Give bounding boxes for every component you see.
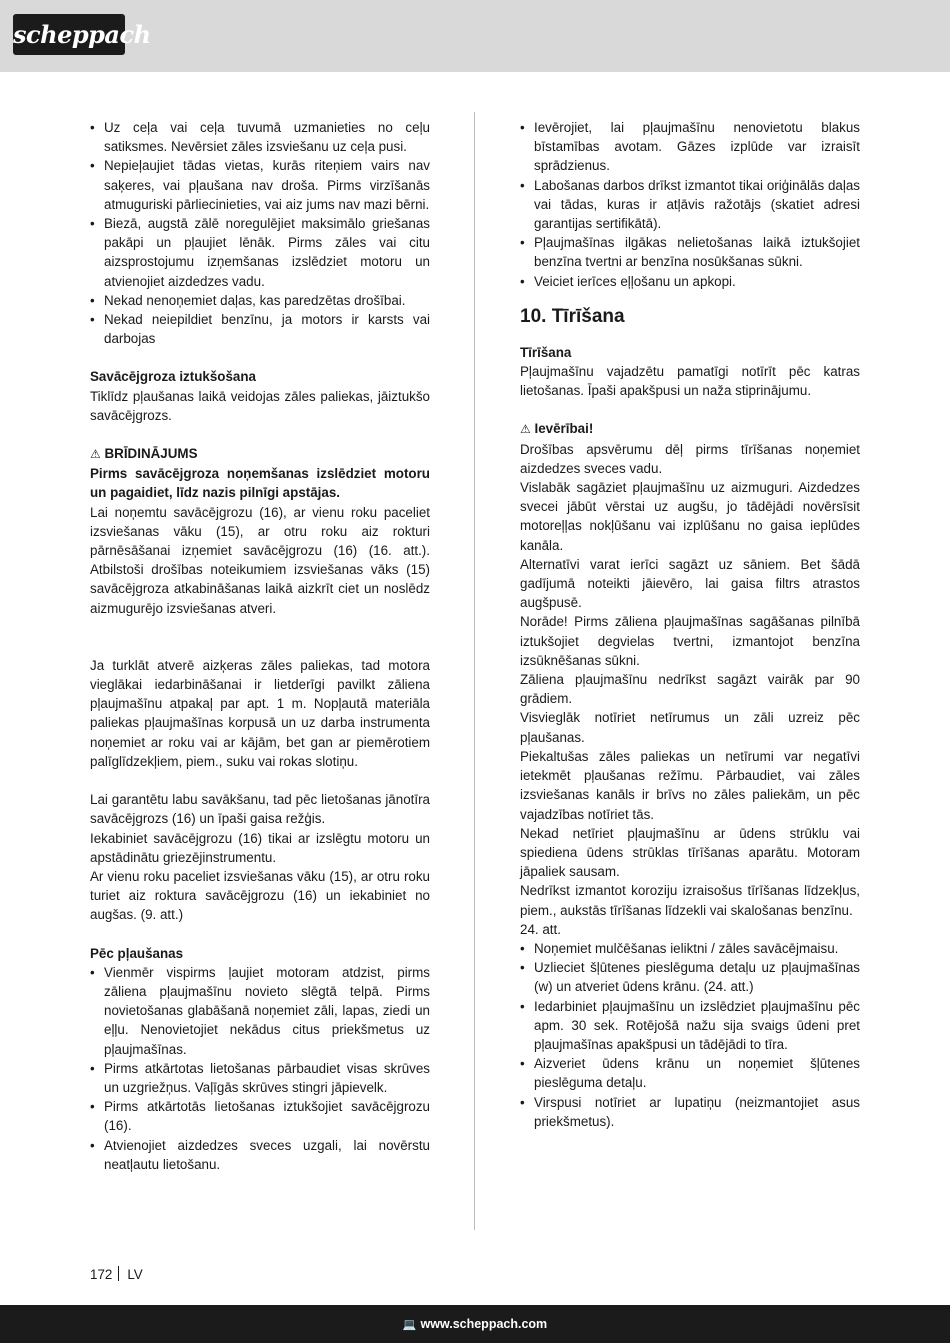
list-item: • Uz ceļa vai ceļa tuvumā uzmanieties no ceļu satiksmes. Nevērsiet zāles izsviešanu uz ceļa pusi. (90, 118, 430, 156)
attention-title: Ievērībai! (534, 421, 594, 437)
left-column (90, 118, 430, 1174)
after-mowing-list (90, 963, 430, 1174)
list-item: • Labošanas darbos drīkst izmantot tikai oriģinālās daļas vai tādas, kuras ir atļāvis ražotājs (skatiet adresi garantijas sertifikātā). (520, 176, 860, 234)
warning-triangle-icon: ⚠ (90, 447, 101, 462)
residue-paragraph: Ja turklāt atverē aizķeras zāles paliekas, tad motora vieglākai iedarbināšanai ir lietderīgi pavilkt zāliena pļaujmašīnu atpakaļ par apt. 1 m. Nopļautā materiāla paliekas pļaujmašīnas korpusā un uz darba instrumenta noņemiet ar roku vai ar kājām, bet gan ar piemērotiem palīglīdzekļiem, piem., suku vai rokas slotiņu. (90, 657, 430, 769)
cleaning-paragraph: Vislabāk sagāziet pļaujmašīnu uz aizmuguri. Aizdedzes svecei jābūt vērstai uz augšu, jo tādējādi novērsīsit motoreļļas nokļūšanu vai izplūšanu no gaisa ieplūdes kanāla. (520, 480, 860, 553)
cleaning-steps-list (520, 939, 860, 1131)
list-item: • Pļaujmašīnas ilgākas nelietošanas laikā iztukšojiet benzīna tvertni ar benzīna nosūkšanas sūkni. (520, 233, 860, 271)
collect-paragraph-3: Ar vienu roku paceliet izsviešanas vāku (15), ar otru roku turiet aiz roktura savācējgrozu (16) un iekabiniet no augšas. (9. att.) (90, 868, 430, 923)
list-item: • Pirms atkārtotas lietošanas pārbaudiet visas skrūves un uzgriežņus. Vaļīgās skrūves stingri jāpievelk. (90, 1059, 430, 1097)
list-item: • Pirms atkārtotās lietošanas iztukšojiet savācējgrozu (16). (90, 1097, 430, 1135)
cleaning-paragraph: Nedrīkst izmantot koroziju izraisošus tīrīšanas līdzekļus, piem., aukstās tīrīšanas līdzekli vai skalošanas benzīnu. (520, 883, 860, 918)
list-item: • Nepieļaujiet tādas vietas, kurās riteņiem vairs nav saķeres, vai pļaušana nav droša. Pirms virzīšanās atmuguriski pārliecinieties, vai aiz jums nav mazi bērni. (90, 156, 430, 214)
warning-text: Lai noņemtu savācējgrozu (16), ar vienu roku paceliet izsviešanas vāku (15), ar otru roku aiz rokturi pārnēsāšanai izņemiet savācējgrozu (16) (16. att.). Atbilstoši drošības noteikumiem izsviešanas vāks (15) savācējgroza atkabināšanas laikā aizkrīt ciet un noslēdz aizmugurējo izsviešanas atveri. (90, 504, 430, 616)
emptying-heading: Savācējgroza iztukšošana (90, 369, 256, 385)
section-title: 10. Tīrīšana (520, 305, 625, 327)
list-item: • Uzlieciet šļūtenes pieslēguma detaļu uz pļaujmašīnas (w) un atveriet ūdens krānu. (24. att.) (520, 958, 860, 996)
list-item: • Iedarbiniet pļaujmašīnu un izslēdziet pļaujmašīnu pēc apm. 30 sek. Rotējošā nažu sija svaigs ūdeni pret pļaujmašīnas apakšpusi un tādējādi to tīra. (520, 997, 860, 1055)
list-item: • Noņemiet mulčēšanas ieliktni / zāles savācējmaisu. (520, 939, 860, 958)
page-number-value: 172 (90, 1267, 113, 1282)
cleaning-paragraph: Zāliena pļaujmašīnu nedrīkst sagāzt vairāk par 90 grādiem. (520, 672, 860, 707)
warning-bold-text: Pirms savācējgroza noņemšanas izslēdziet motoru un pagaidiet, līdz nazis pilnīgi apstājas. (90, 466, 430, 501)
footer-band (0, 1305, 950, 1343)
list-item: • Nekad nenoņemiet daļas, kas paredzētas drošībai. (90, 291, 430, 310)
cleaning-text: Pļaujmašīnu vajadzētu pamatīgi notīrīt pēc katras lietošanas. Īpaši apakšpusi un naža stiprinājumu. (520, 364, 860, 399)
list-item: • Vienmēr vispirms ļaujiet motoram atdzist, pirms zāliena pļaujmašīnu novieto slēgtā telpā. Pirms novietošanas glabāšanā noņemiet zāli, lapas, ziedi un eļļu. Nenovietojiet nekādus citus priekšmetus uz pļaujmašīnas. (90, 963, 430, 1059)
column-divider (474, 112, 475, 1230)
page-number (90, 1265, 143, 1284)
list-item: • Nekad neiepildiet benzīnu, ja motors ir karsts vai darbojas (90, 310, 430, 348)
cleaning-paragraph: Piekaltušas zāles paliekas un netīrumi var negatīvi ietekmēt pļaušanas režīmu. Pārbaudiet, vai zāles izsviešanas kanāls ir brīvs no zāles paliekām, un pēc vajadzības notīriet tās. (520, 748, 860, 822)
safety-bullet-list (90, 118, 430, 348)
list-item: • Virspusi notīriet ar lupatiņu (neizmantojiet asus priekšmetus). (520, 1093, 860, 1131)
list-item: • Veiciet ierīces eļļošanu un apkopi. (520, 272, 860, 291)
list-item: • Biezā, augstā zālē noregulējiet maksimālo griešanas pakāpi un pļaujiet lēnāk. Pirms zāles vai citu aizsprostojumu izņemšanas izslēdziet motoru un atvienojiet aizdedzes vadu. (90, 214, 430, 291)
monitor-icon: 💻 (402, 1319, 417, 1331)
list-item: • Ievērojiet, lai pļaujmašīnu nenovietotu blakus bīstamības avotam. Gāzes izplūde var izraisīt sprādzienus. (520, 118, 860, 176)
figure-reference: 24. att. (520, 921, 561, 937)
collect-paragraph-1: Lai garantētu labu savākšanu, tad pēc lietošanas jānotīra savācējgrozs (16) un īpaši gaisa režģis. (90, 792, 430, 827)
warning-title: BRĪDINĀJUMS (104, 446, 198, 462)
after-mowing-heading: Pēc pļaušanas (90, 945, 184, 961)
warning-heading (90, 444, 430, 464)
list-item: • Atvienojiet aizdedzes sveces uzgali, lai novērstu neatļautu lietošanu. (90, 1136, 430, 1174)
collect-paragraph-2: Iekabiniet savācējgrozu (16) tikai ar izslēgtu motoru un apstādinātu griezējinstrumentu. (90, 830, 430, 865)
emptying-text: Tiklīdz pļaušanas laikā veidojas zāles paliekas, jāiztukšo savācējgrozs. (90, 388, 430, 423)
attention-heading (520, 419, 860, 439)
cleaning-paragraph: Alternatīvi varat ierīci sagāzt uz sāniem. Bet šādā gadījumā noteikti jāievēro, lai gaisa filtrs atrastos augšpusē. (520, 556, 860, 611)
cleaning-paragraph: Drošības apsvērumu dēļ pirms tīrīšanas noņemiet aizdedzes sveces vadu. (520, 441, 860, 476)
list-item: • Aizveriet ūdens krānu un noņemiet šļūtenes pieslēguma detaļu. (520, 1054, 860, 1092)
language-code: LV (127, 1267, 143, 1282)
cleaning-paragraph: Norāde! Pirms zāliena pļaujmašīnas sagāšanas pilnībā iztukšojiet degvielas tvertni, izmantojot benzīna izsūknēšanas sūkni. (520, 614, 860, 668)
maintenance-bullet-list (520, 118, 860, 291)
right-column (520, 118, 860, 1131)
warning-triangle-icon: ⚠ (520, 422, 531, 437)
cleaning-paragraph: Visvieglāk notīriet netīrumus un zāli uzreiz pēc pļaušanas. (520, 710, 860, 745)
header-band (0, 0, 950, 72)
cleaning-heading: Tīrīšana (520, 344, 572, 360)
brand-logo: scheppach (13, 14, 125, 55)
cleaning-paragraph: Nekad netīriet pļaujmašīnu ar ūdens strūklu vai spiediena ūdens strūklas tīrīšanas aparātu. Motoram jāpaliek sausam. (520, 825, 860, 880)
website-url[interactable]: www.scheppach.com (420, 1317, 548, 1331)
